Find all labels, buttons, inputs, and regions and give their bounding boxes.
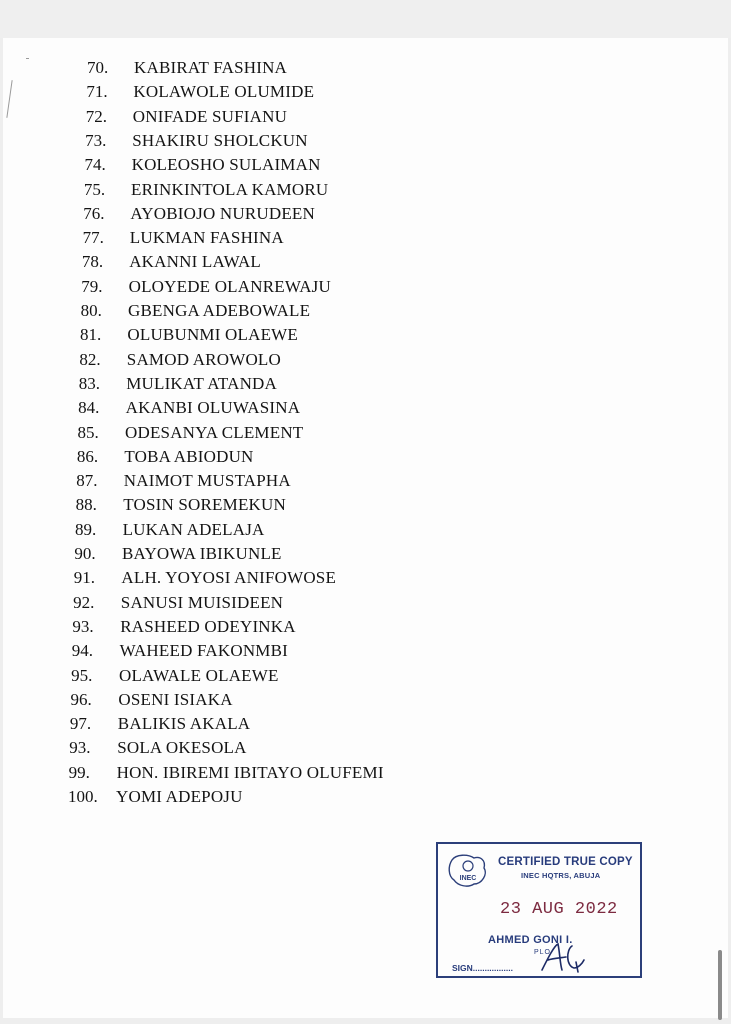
list-item-name: LUKMAN FASHINA xyxy=(129,228,284,248)
list-item-name: LUKAN ADELAJA xyxy=(122,519,265,539)
list-item-number: 87. xyxy=(76,471,98,491)
stamp-officer-role: PLO xyxy=(534,949,552,956)
list-item xyxy=(3,301,703,323)
list-item xyxy=(3,520,703,542)
list-item-name: SHAKIRU SHOLCKUN xyxy=(132,130,308,150)
stamp-title: CERTIFIED TRUE COPY xyxy=(498,856,633,868)
list-item xyxy=(3,714,703,736)
stamp-subtitle: INEC HQTRS, ABUJA xyxy=(521,871,601,880)
list-item-number: 76. xyxy=(83,203,105,223)
name-list xyxy=(3,38,728,838)
list-item-number: 85. xyxy=(77,422,99,442)
scrollbar[interactable] xyxy=(718,950,722,1020)
list-item xyxy=(3,641,703,663)
stamp-officer-name: AHMED GONI I. xyxy=(488,934,573,946)
list-item-number: 81. xyxy=(80,325,102,345)
certified-copy-stamp xyxy=(436,842,642,978)
list-item-number: 88. xyxy=(75,495,97,515)
list-item xyxy=(3,471,703,493)
list-item xyxy=(3,568,703,590)
list-item-number: 71. xyxy=(86,82,108,102)
list-item-number: 70. xyxy=(87,58,109,77)
list-item xyxy=(3,495,703,517)
list-item-name: ERINKINTOLA KAMORU xyxy=(131,179,329,199)
list-item xyxy=(3,544,703,566)
list-item-number: 100. xyxy=(68,787,98,806)
list-item xyxy=(3,374,703,396)
list-item xyxy=(3,204,703,226)
list-item xyxy=(3,617,703,639)
list-item-number: 99. xyxy=(68,762,90,782)
list-item-number: 75. xyxy=(83,179,106,199)
list-item-name: NAIMOT MUSTAPHA xyxy=(123,471,291,491)
document-page xyxy=(3,38,728,1018)
list-item-number: 89. xyxy=(74,519,97,539)
list-item-name: KOLAWOLE OLUMIDE xyxy=(133,82,315,102)
list-item xyxy=(3,155,703,177)
list-item-name: ONIFADE SUFIANU xyxy=(132,106,288,126)
list-item-name: AYOBIOJO NURUDEEN xyxy=(130,203,315,223)
list-item-number: 79. xyxy=(81,276,103,296)
list-item-name: AKANNI LAWAL xyxy=(129,252,262,272)
list-item-number: 92. xyxy=(73,592,95,612)
list-item-number: 95. xyxy=(71,665,93,685)
list-item-number: 93. xyxy=(72,616,94,636)
list-item xyxy=(3,350,703,372)
list-item-name: KOLEOSHO SULAIMAN xyxy=(131,155,321,175)
list-item-name: SOLA OKESOLA xyxy=(117,738,247,758)
emblem-label: INEC xyxy=(459,875,477,882)
list-item-number: 94. xyxy=(71,641,94,661)
list-item-name: OLOYEDE OLANREWAJU xyxy=(128,276,331,296)
list-item-number: 77. xyxy=(82,228,104,248)
list-item-name: GBENGA ADEBOWALE xyxy=(128,301,311,320)
list-item-name: TOBA ABIODUN xyxy=(124,446,254,466)
list-item-number: 82. xyxy=(79,349,101,369)
list-item-number: 83. xyxy=(78,373,101,393)
list-item-name: ALH. YOYOSI ANIFOWOSE xyxy=(121,568,337,588)
margin-mark xyxy=(26,58,29,59)
handwritten-signature xyxy=(538,940,588,974)
list-item-name: HON. IBIREMI IBITAYO OLUFEMI xyxy=(116,762,384,782)
list-item xyxy=(3,325,703,347)
list-item-number: 91. xyxy=(73,568,95,588)
list-item-name: YOMI ADEPOJU xyxy=(116,787,243,806)
list-item-number: 80. xyxy=(80,301,102,320)
list-item-name: RASHEED ODEYINKA xyxy=(120,616,296,636)
list-item xyxy=(3,593,703,615)
list-item xyxy=(3,690,703,712)
list-item-number: 96. xyxy=(70,689,92,709)
list-item-name: OLUBUNMI OLAEWE xyxy=(127,325,298,345)
list-item-name: SAMOD AROWOLO xyxy=(126,349,281,369)
list-item xyxy=(3,228,703,250)
list-item xyxy=(3,107,703,129)
list-item xyxy=(3,398,703,420)
list-item-number: 74. xyxy=(84,155,106,175)
list-item-name: BAYOWA IBIKUNLE xyxy=(122,544,282,563)
list-item xyxy=(3,787,703,809)
list-item-number: 90. xyxy=(74,544,96,563)
list-item-name: TOSIN SOREMEKUN xyxy=(123,495,286,515)
list-item xyxy=(3,763,703,785)
list-item xyxy=(3,447,703,469)
list-item xyxy=(3,180,703,202)
list-item-name: WAHEED FAKONMBI xyxy=(119,641,289,661)
list-item-number: 84. xyxy=(78,398,100,418)
list-item-number: 86. xyxy=(76,446,99,466)
list-item-name: AKANBI OLUWASINA xyxy=(125,398,301,418)
list-item-name: BALIKIS AKALA xyxy=(117,714,251,734)
list-item xyxy=(3,82,703,104)
top-margin xyxy=(0,0,731,38)
stamp-date: 23 AUG 2022 xyxy=(500,900,618,919)
list-item xyxy=(3,58,703,80)
list-item xyxy=(3,252,703,274)
list-item xyxy=(3,131,703,153)
inec-emblem-icon xyxy=(446,852,490,890)
list-item-name: MULIKAT ATANDA xyxy=(126,373,278,393)
list-item-number: 73. xyxy=(85,130,107,150)
list-item-number: 97. xyxy=(69,714,92,734)
list-item xyxy=(3,277,703,299)
list-item xyxy=(3,738,703,760)
list-item-name: SANUSI MUISIDEEN xyxy=(120,592,284,612)
list-item xyxy=(3,666,703,688)
stamp-sign-label: SIGN................. xyxy=(452,963,513,973)
list-item-name: ODESANYA CLEMENT xyxy=(125,422,304,442)
list-item-number: 93. xyxy=(69,738,91,758)
list-item-number: 72. xyxy=(85,106,107,126)
list-item-name: OLAWALE OLAEWE xyxy=(119,665,279,685)
list-item-name: OSENI ISIAKA xyxy=(118,689,233,709)
list-item xyxy=(3,423,703,445)
list-item-name: KABIRAT FASHINA xyxy=(134,58,288,77)
list-item-number: 78. xyxy=(81,252,104,272)
